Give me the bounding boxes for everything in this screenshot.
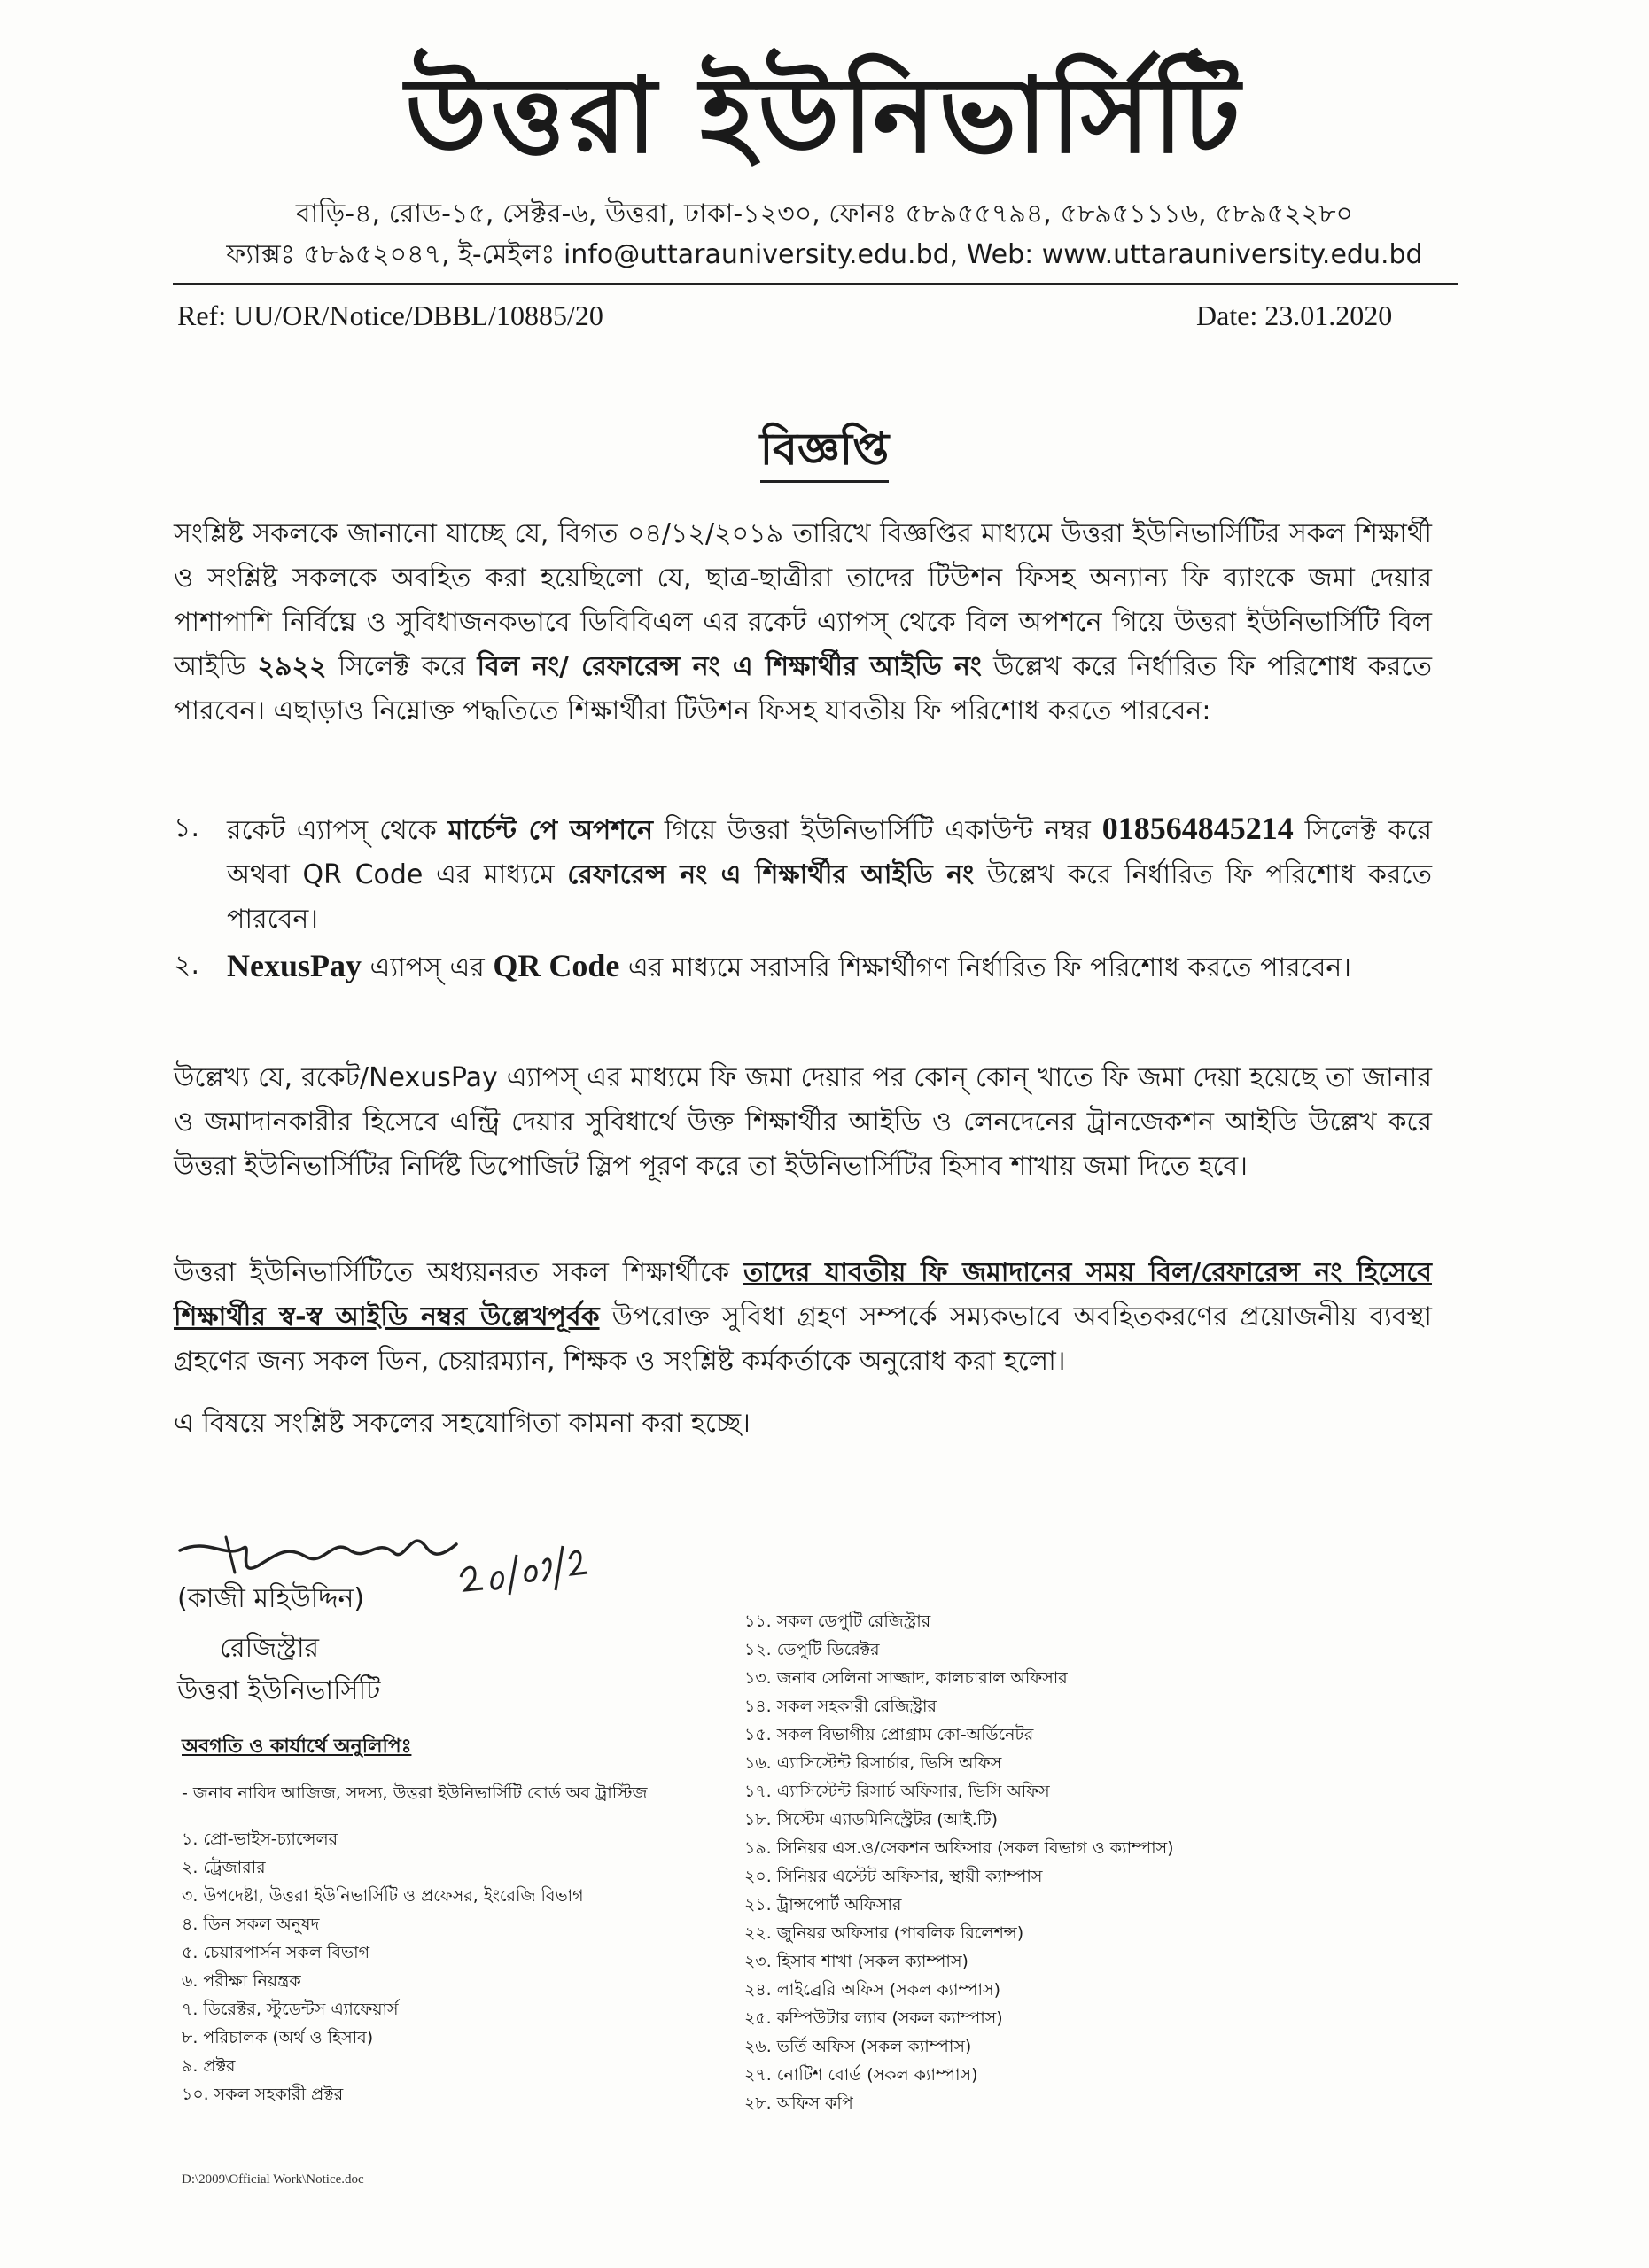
request-bold-instruction: তাদের যাবতীয় ফি জমাদানের সময় বিল/রেফারেন্স নং হিসেবে শিক্ষার্থীর স্ব-স্ব আইডি নম্বর উল্লেখপূর্বক [174,1257,1432,1332]
reference-number: Ref: UU/OR/Notice/DBBL/10885/20 [177,299,603,331]
cc-list-item: ৪. ডিন সকল অনুষদ [182,1915,320,1934]
address-line: বাড়ি-৪, রোড-১৫, সেক্টর-৬, উত্তরা, ঢাকা-১২৩০, ফোনঃ ৫৮৯৫৫৭৯৪, ৫৮৯৫১১১৬, ৫৮৯৫২২৮০ [295,198,1354,229]
signatory-name: (কাজী মহিউদ্দিন) [177,1583,365,1614]
intro-text-b: সিলেক্ট করে [326,651,478,682]
cc-list-item: ২১. ট্রান্সপোর্ট অফিসার [744,1895,902,1915]
notice-heading-text: বিজ্ঞপ্তি [760,423,889,483]
cc-list-item: ৩. উপদেষ্টা, উত্তরা ইউনিভার্সিটি ও প্রফেসর, ইংরেজি বিভাগ [182,1886,584,1906]
header-divider [173,284,1458,285]
notice-date: Date: 23.01.2020 [1196,299,1393,331]
cc-heading: অবগতি ও কার্যার্থে অনুলিপিঃ [182,1736,412,1758]
cc-list-item: ৭. ডিরেক্টর, স্টুডেন্টস এ্যাফেয়ার্স [182,2000,399,2019]
paragraph-intro [174,512,1432,734]
cc-list-item: ৯. প্রক্টর [182,2056,236,2076]
cc-right-list [744,1607,1320,2117]
item2-text-b: এর মাধ্যমে সরাসরি শিক্ষার্থীগণ নির্ধারিত ফি পরিশোধ করতে পারবেন। [619,952,1352,983]
list-number-2: ২. [174,950,200,981]
paragraph-request [174,1251,1432,1384]
list-text-1 [227,806,1432,942]
intro-bold-reference: বিল নং/ রেফারেন্স নং এ শিক্ষার্থীর আইডি নং [477,651,982,682]
cc-list-item: ২৭. নোটিশ বোর্ড (সকল ক্যাম্পাস) [744,2065,978,2085]
cc-list-item: ১১. সকল ডেপুটি রেজিস্ট্রার [744,1612,931,1631]
cc-list-item: ১৫. সকল বিভাগীয় প্রোগ্রাম কো-অর্ডিনেটর [744,1725,1034,1744]
cc-list-item: ২৩. হিসাব শাখা (সকল ক্যাম্পাস) [744,1952,968,1971]
cc-list-item: ২৫. কম্পিউটার ল্যাব (সকল ক্যাম্পাস) [744,2008,1003,2028]
cc-list-item: ১৪. সকল সহকারী রেজিস্ট্রার [744,1697,937,1716]
list-item-nexuspay [174,944,1432,1032]
qr-code-label: QR Code [493,948,620,983]
cc-left-list [182,1825,713,2109]
university-name-heading: উত্তরা ইউনিভার্সিটি [405,53,1244,176]
cc-list-item: ৫. চেয়ারপার্সন সকল বিভাগ [182,1943,370,1962]
cc-list-item: ২০. সিনিয়র এস্টেট অফিসার, স্থায়ী ক্যাম্পাস [744,1867,1043,1886]
merchant-pay-option: মার্চেন্ট পে অপশনে [447,815,654,846]
item1-text-d: উল্লেখ করে নির্ধারিত ফি পরিশোধ করতে পারবেন। [227,859,1433,935]
file-path-footer: D:\2009\Official Work\Notice.doc [182,2172,364,2186]
cc-list-item: ২৬. ভর্তি অফিস (সকল ক্যাম্পাস) [744,2037,972,2056]
list-text-2 [227,944,1432,990]
request-text-b: উপরোক্ত সুবিধা গ্রহণ সম্পর্কে সম্যকভাবে অবহিতকরণের প্রয়োজনীয় ব্যবস্থা গ্রহণের জন্য সকল ডিন, চেয়ারম্যান, শিক্ষক ও সংশ্লিষ্ট কর্মকর্তাকে অনুরোধ করা হলো। [174,1301,1432,1377]
cc-list-item: ২৮. অফিস কপি [744,2093,853,2113]
cc-first-line: - জনাব নাবিদ আজিজ, সদস্য, উত্তরা ইউনিভার্সিটি বোর্ড অব ট্রাস্টিজ [182,1783,648,1803]
cc-list-item: ৮. পরিচালক (অর্থ ও হিসাব) [182,2028,374,2047]
cc-list-item: ১২. ডেপুটি ডিরেক্টর [744,1640,880,1659]
cc-list-item: ৬. পরীক্ষা নিয়ন্ত্রক [182,1971,301,1991]
notice-heading [0,416,1649,490]
nexuspay-app-name: NexusPay [227,948,362,983]
account-number: 018564845214 [1101,811,1294,846]
intro-text-c: উল্লেখ করে নির্ধারিত ফি পরিশোধ করতে পারবেন। এছাড়াও নিম্নোক্ত পদ্ধতিতে শিক্ষার্থীরা টিউশন ফিসহ যাবতীয় ফি পরিশোধ করতে পারবেন: [174,651,1432,726]
cc-list-item: ১০. সকল সহকারী প্রক্টর [182,2085,344,2104]
cc-list-item: ১৯. সিনিয়র এস.ও/সেকশন অফিসার (সকল বিভাগ ও ক্যাম্পাস) [744,1838,1174,1858]
contact-line: ফ্যাক্সঃ ৫৮৯৫২০৪৭, ই-মেইলঃ info@uttarauniversity.edu.bd, Web: www.uttarauniversity.edu.bd [226,239,1423,270]
paragraph-closing: এ বিষয়ে সংশ্লিষ্ট সকলের সহযোগিতা কামনা করা হচ্ছে। [174,1408,751,1439]
cc-list-item: ২. ট্রেজারার [182,1858,266,1877]
request-text-a: উত্তরা ইউনিভার্সিটিতে অধ্যয়নরত সকল শিক্ষার্থীকে [174,1257,743,1288]
item1-text-a: রকেট এ্যাপস্ থেকে [227,815,448,846]
bill-id: ২৯২২ [257,651,327,682]
intro-text-a: সংশ্লিষ্ট সকলকে জানানো যাচ্ছে যে, বিগত ০৪/১২/২০১৯ তারিখে বিজ্ঞপ্তির মাধ্যমে উত্তরা ইউনিভার্সিটির সকল শিক্ষার্থী ও সংশ্লিষ্ট সকলকে অবহিত করা হয়েছিলো যে, ছাত্র-ছাত্রীরা তাদের টিউশন ফিসহ অন্যান্য ফি ব্যাংকে জমা দেয়ার পাশাপাশি নির্বিঘ্নে ও সুবিধাজনকভাবে ডিবিবিএল এর রকেট এ্যাপস্ থেকে বিল অপশনে গিয়ে উত্তরা ইউনিভার্সিটি বিল আইডি [174,518,1432,682]
cc-list-item: ১৩. জনাব সেলিনা সাজ্জাদ, কালচারাল অফিসার [744,1668,1068,1688]
cc-list-item: ১৬. এ্যাসিস্টেন্ট রিসার্চার, ভিসি অফিস [744,1753,1002,1773]
signatory-organization: উত্তরা ইউনিভার্সিটি [177,1675,381,1706]
list-number-1: ১. [174,812,200,843]
item2-text-a: এ্যাপস্ এর [362,952,494,983]
item1-bold-reference: রেফারেন্স নং এ শিক্ষার্থীর আইডি নং [567,859,975,890]
list-item-rocket [174,806,1432,939]
signatory-designation: রেজিস্ট্রার [220,1633,320,1664]
paragraph-deposit-slip: উল্লেখ্য যে, রকেট/NexusPay এ্যাপস্ এর মাধ্যমে ফি জমা দেয়ার পর কোন্ কোন্ খাতে ফি জমা দেয়া হয়েছে তা জানার ও জমাদানকারীর হিসেবে এন্ট্রি দেয়ার সুবিধার্থে উক্ত শিক্ষার্থীর আইডি ও লেনদেনের ট্রানজেকশন আইডি উল্লেখ করে উত্তরা ইউনিভার্সিটির নির্দিষ্ট ডিপোজিট স্লিপ পূরণ করে তা ইউনিভার্সিটির হিসাব শাখায় জমা দিতে হবে। [174,1062,1432,1182]
cc-list-item: ১. প্রো-ভাইস-চ্যান্সেলর [182,1829,338,1849]
cc-list-item: ২৪. লাইব্রেরি অফিস (সকল ক্যাম্পাস) [744,1980,1001,2000]
cc-list-item: ২২. জুনিয়র অফিসার (পাবলিক রিলেশন্স) [744,1923,1024,1943]
cc-list-item: ১৭. এ্যাসিস্টেন্ট রিসার্চ অফিসার, ভিসি অফিস [744,1782,1050,1801]
item1-text-c: সিলেক্ট করে অথবা QR Code এর মাধ্যমে [227,815,1433,890]
item1-text-b: গিয়ে উত্তরা ইউনিভার্সিটি একাউন্ট নম্বর [653,815,1102,846]
cc-list-item: ১৮. সিস্টেম এ্যাডমিনিস্ট্রেটর (আই.টি) [744,1810,998,1829]
